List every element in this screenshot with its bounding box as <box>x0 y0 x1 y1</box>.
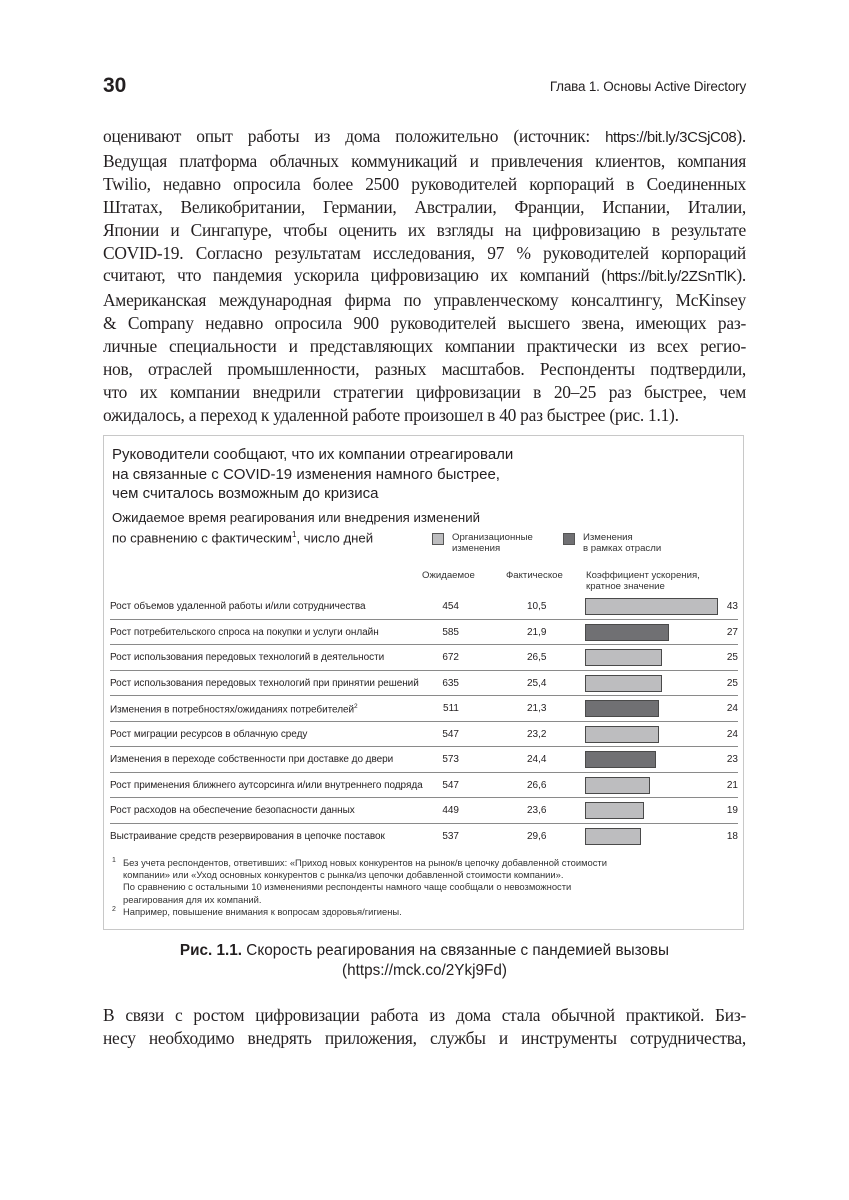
text-run: Американская международная фирма по управленческому консалтингу, McKinsey <box>103 290 746 311</box>
subtitle-text: по сравнению с фактическим <box>112 530 292 546</box>
figure-title-line: Руководители сообщают, что их компании отреагировали <box>112 446 514 463</box>
actual-days: 25,4 <box>527 677 547 689</box>
acceleration-bar <box>585 726 659 743</box>
row-label: Рост миграции ресурсов в облачную среду <box>110 728 308 740</box>
table-row <box>110 824 738 850</box>
table-row <box>110 773 738 799</box>
acceleration-value: 24 <box>726 703 738 714</box>
column-header-expected: Ожидаемое <box>422 570 475 581</box>
actual-days: 21,3 <box>527 703 547 714</box>
row-label: Рост применения ближнего аутсорсинга и/или внутреннего подряда <box>110 779 423 791</box>
footnote-line: реагирования для их компаний. <box>123 893 262 905</box>
table-row <box>110 620 738 646</box>
acceleration-value: 21 <box>726 779 738 791</box>
legend-label-line: в рамках отрасли <box>583 543 662 554</box>
row-label: Рост использования передовых технологий в деятельности <box>110 652 385 663</box>
text-line <box>103 125 746 150</box>
column-header-line: Коэффициент ускорения, <box>586 570 700 581</box>
expected-days: 672 <box>442 652 459 663</box>
expected-days: 547 <box>442 728 459 740</box>
text-run: Японии и Сингапуре, чтобы оценить их взгляды на цифровизацию в результате <box>103 219 746 240</box>
acceleration-value: 43 <box>726 601 738 612</box>
row-label: Выстраивание средств резервирования в цепочке поставок <box>110 830 385 842</box>
expected-days: 585 <box>442 626 459 638</box>
acceleration-value: 25 <box>726 652 738 663</box>
actual-days: 24,4 <box>527 754 547 765</box>
figure-footnotes <box>112 857 607 918</box>
legend-label-line: Изменения <box>583 532 633 543</box>
text-run: считают, что пандемия ускорила цифровизацию их компаний ( <box>103 265 607 286</box>
text-run: & Company недавно опросила 900 руководителей высшего звена, имеющих раз- <box>103 313 746 334</box>
text-line <box>103 289 746 312</box>
actual-days: 10,5 <box>527 601 547 612</box>
text-run: ожидалось, а переход к удаленной работе произошел в 40 раз быстрее (рис. 1.1). <box>103 404 679 425</box>
acceleration-value: 24 <box>726 728 738 740</box>
text-line <box>103 312 746 335</box>
table-row <box>110 594 738 620</box>
caption-text: Скорость реагирования на связанные с пандемией вызовы <box>242 942 670 959</box>
text-line: В связи с ростом цифровизации работа из дома стала обычной практикой. Биз- <box>103 1005 746 1025</box>
column-header-line: кратное значение <box>586 581 665 592</box>
footnote-line: Например, повышение внимания к вопросам здоровья/гигиены. <box>123 905 402 917</box>
text-line <box>103 150 746 173</box>
caption-label: Рис. 1.1. <box>179 942 243 959</box>
row-label: Рост объемов удаленной работы и/или сотрудничества <box>110 601 366 612</box>
figure-title-line: чем считалось возможным до кризиса <box>112 485 379 502</box>
table-row <box>110 798 738 824</box>
text-run: COVID-19. Согласно результатам исследования, 97 % руководителей корпораций <box>103 242 746 263</box>
footnote-line: По сравнению с остальными 10 изменениями респонденты намного чаще сообщали о невозможности <box>123 881 572 893</box>
footnote-mark: 1 <box>292 530 297 539</box>
text-run: ). <box>736 126 746 146</box>
acceleration-value: 23 <box>726 754 738 765</box>
source-link[interactable]: https://bit.ly/2ZSnTlK <box>606 268 737 286</box>
footnote-mark: 2 <box>354 703 358 710</box>
caption-line <box>103 941 746 961</box>
actual-days: 23,6 <box>527 805 547 816</box>
page-number: 30 <box>103 74 127 97</box>
body-paragraph <box>103 1004 746 1050</box>
row-label: Рост использования передовых технологий при принятии решений <box>110 677 419 689</box>
text-run: Ведущая платформа облачных коммуникаций и привлечения клиентов, компания <box>103 150 746 171</box>
column-header-factor <box>586 570 700 592</box>
acceleration-bar <box>585 675 662 692</box>
text-run: оценивают опыт работы из дома положительно (источник: <box>103 126 606 146</box>
legend-label <box>452 532 533 554</box>
expected-days: 454 <box>442 601 459 612</box>
expected-days: 449 <box>442 805 459 816</box>
figure-subtitle-line <box>112 526 480 546</box>
figure-title <box>112 445 513 504</box>
figure-box <box>103 435 744 930</box>
column-header-actual: Фактическое <box>506 570 563 581</box>
text-line <box>103 381 746 404</box>
row-label: Изменения в переходе собственности при доставке до двери <box>110 754 394 765</box>
table-row <box>110 696 738 722</box>
figure-subtitle-line: Ожидаемое время реагирования или внедрения изменений <box>112 510 480 525</box>
caption-source: (https://mck.co/2Ykj9Fd) <box>342 961 507 979</box>
footnote <box>112 857 607 906</box>
row-label: Рост расходов на обеспечение безопасности данных <box>110 805 355 816</box>
text-run: что их компании внедрили стратегии цифровизации в 20–25 раз быстрее, чем <box>103 381 746 402</box>
acceleration-value: 18 <box>726 830 738 842</box>
actual-days: 26,5 <box>527 652 547 663</box>
footnote-line: Без учета респондентов, ответивших: «Приход новых конкурентов на рынок/в цепочку добавленной стоимости <box>123 857 607 868</box>
acceleration-value: 25 <box>726 677 738 689</box>
footnote <box>112 906 607 918</box>
table-row <box>110 747 738 773</box>
text-run: личные специальности и представляющих компании практически из всех регио- <box>103 336 746 357</box>
text-run: Twilio, недавно опросила более 2500 руководителей корпораций в Соединенных <box>103 173 746 194</box>
row-label: Рост потребительского спроса на покупки и услуги онлайн <box>110 626 379 638</box>
row-label: Изменения в потребностях/ожиданиях потребителей$^2$ <box>110 703 358 716</box>
text-run: ). <box>736 265 746 286</box>
expected-days: 511 <box>443 703 459 714</box>
text-line: несу необходимо внедрять приложения, службы и инструменты сотрудничества, <box>103 1027 746 1048</box>
table-row <box>110 671 738 697</box>
acceleration-value: 19 <box>726 805 738 816</box>
subtitle-text-end: , число дней <box>296 530 374 546</box>
actual-days: 29,6 <box>527 830 547 842</box>
expected-days: 547 <box>442 779 459 791</box>
acceleration-bar <box>585 828 641 845</box>
actual-days: 21,9 <box>527 626 547 638</box>
legend-label-line: Организационные <box>452 532 533 543</box>
footnote-line: компании» или «Уход основных конкурентов с рынка/из цепочки добавленной стоимости компании». <box>123 869 564 881</box>
text-line <box>103 196 746 219</box>
actual-days: 26,6 <box>527 779 547 791</box>
table-row <box>110 645 738 671</box>
acceleration-bar <box>585 802 644 819</box>
text-line <box>103 173 746 196</box>
text-line <box>103 358 746 381</box>
text-line <box>103 219 746 242</box>
text-line <box>103 404 746 427</box>
legend-label <box>583 532 661 554</box>
text-line <box>103 242 746 265</box>
acceleration-bar <box>585 624 669 641</box>
acceleration-bar <box>585 649 662 666</box>
acceleration-bar <box>585 598 718 615</box>
text-run: нов, отраслей промышленности, разных масштабов. Респонденты подтвердили, <box>103 359 746 380</box>
table-row <box>110 722 738 748</box>
footnote-mark: 2 <box>112 905 116 913</box>
expected-days: 573 <box>442 754 459 765</box>
legend-swatch-organizational <box>432 533 444 545</box>
figure-title-line: на связанные с COVID-19 изменения намного быстрее, <box>112 465 500 483</box>
acceleration-bar <box>585 700 659 717</box>
text-run: Штатах, Великобритании, Германии, Австралии, Франции, Испании, Италии, <box>103 196 746 217</box>
legend-label-line: изменения <box>452 543 501 554</box>
body-paragraph <box>103 125 746 427</box>
legend-swatch-industry <box>563 533 575 545</box>
acceleration-bar <box>585 751 656 768</box>
source-link[interactable]: https://bit.ly/3CSjC08 <box>605 129 737 146</box>
acceleration-bar <box>585 777 650 794</box>
footnote-mark: 1 <box>112 857 116 864</box>
expected-days: 537 <box>442 830 459 842</box>
text-line <box>103 335 746 358</box>
figure-caption <box>103 941 746 980</box>
text-line <box>103 264 746 289</box>
actual-days: 23,2 <box>527 728 547 740</box>
expected-days: 635 <box>442 677 459 689</box>
figure-subtitle <box>112 509 480 546</box>
data-table <box>110 594 738 849</box>
acceleration-value: 27 <box>726 626 738 638</box>
running-head: Глава 1. Основы Active Directory <box>549 79 746 94</box>
